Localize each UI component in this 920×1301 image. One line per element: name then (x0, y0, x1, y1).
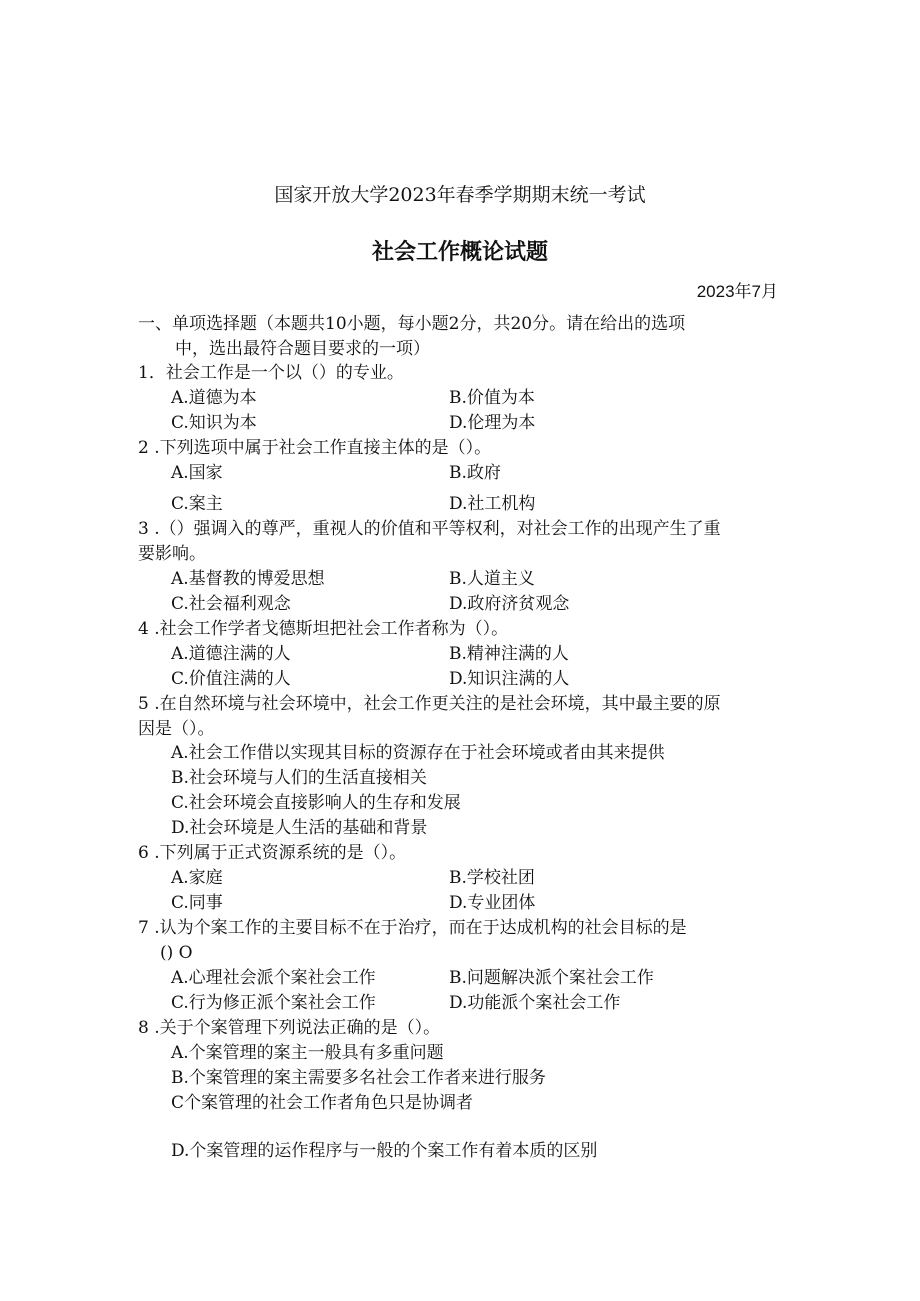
question-5-option-c: C.社会环境会直接影响人的生存和发展 (171, 793, 461, 813)
question-5-stem: 5 .在自然环境与社会环境中，社会工作更关注的是社会环境，其中最主要的原 (138, 694, 721, 714)
question-6-stem: 6 .下列属于正式资源系统的是（）。 (138, 843, 407, 863)
question-3-option-c: C.社会福利观念 (171, 594, 291, 614)
question-7-stem-cont: () O (160, 943, 193, 963)
question-2-stem: 2 .下列选项中属于社会工作直接主体的是（）。 (138, 438, 492, 458)
question-4-option-b: B.精神注满的人 (449, 644, 569, 664)
question-2-option-a: A.国家 (171, 463, 223, 483)
exam-date: 2023年7月 (696, 282, 778, 301)
section-heading-line-2: 中，选出最符合题目要求的一项） (175, 339, 430, 359)
question-2-option-c: C.案主 (171, 494, 223, 514)
question-6-option-d: D.专业团体 (449, 893, 536, 913)
question-1-option-a: A.道德为本 (171, 388, 257, 408)
question-5-option-d: D.社会环境是人生活的基础和背景 (171, 818, 428, 838)
university-header: 国家开放大学2023年春季学期期末统一考试 (274, 184, 646, 206)
question-8-option-b: B.个案管理的案主需要多名社会工作者来进行服务 (171, 1068, 546, 1088)
question-5-stem-cont: 因是（）。 (138, 719, 215, 739)
question-7-option-b: B.问题解决派个案社会工作 (449, 968, 654, 988)
question-1-option-c: C.知识为本 (171, 413, 257, 433)
question-7-option-a: A.心理社会派个案社会工作 (171, 968, 376, 988)
question-1-option-b: B.价值为本 (449, 388, 535, 408)
question-2-option-b: B.政府 (449, 463, 501, 483)
question-3-option-a: A.基督教的博爱思想 (171, 569, 325, 589)
question-6-option-b: B.学校社团 (449, 868, 535, 888)
question-8-stem: 8 .关于个案管理下列说法正确的是（）。 (138, 1018, 441, 1038)
question-5-option-a: A.社会工作借以实现其目标的资源存在于社会环境或者由其来提供 (171, 743, 665, 763)
question-5-option-b: B.社会环境与人们的生活直接相关 (171, 768, 427, 788)
question-2-option-d: D.社工机构 (449, 494, 536, 514)
question-7-stem: 7 .认为个案工作的主要目标不在于治疗，而在于达成机构的社会目标的是 (138, 918, 687, 938)
question-4-option-d: D.知识注满的人 (449, 669, 570, 689)
question-3-stem-cont: 要影响。 (138, 544, 206, 564)
question-8-option-c: C个案管理的社会工作者角色只是协调者 (171, 1093, 474, 1113)
question-1-option-d: D.伦理为本 (449, 413, 536, 433)
question-4-stem: 4 .社会工作学者戈德斯坦把社会工作者称为（）。 (138, 619, 509, 639)
question-1-stem: 1．社会工作是一个以（）的专业。 (138, 363, 404, 383)
question-7-option-d: D.功能派个案社会工作 (449, 993, 621, 1013)
question-6-option-c: C.同事 (171, 893, 223, 913)
question-4-option-c: C.价值注满的人 (171, 669, 291, 689)
question-8-option-d: D.个案管理的运作程序与一般的个案工作有着本质的区别 (171, 1141, 598, 1161)
exam-title: 社会工作概论试题 (371, 239, 548, 264)
question-6-option-a: A.家庭 (171, 868, 223, 888)
question-3-stem: 3 .（）强调入的尊严，重视人的价值和平等权利，对社会工作的出现产生了重 (138, 519, 721, 539)
question-3-option-d: D.政府济贫观念 (449, 594, 570, 614)
question-4-option-a: A.道德注满的人 (171, 644, 291, 664)
question-8-option-a: A.个案管理的案主一般具有多重问题 (171, 1043, 444, 1063)
question-3-option-b: B.人道主义 (449, 569, 535, 589)
section-heading-line-1: 一、单项选择题（本题共10小题，每小题2分，共20分。请在给出的选项 (138, 314, 686, 334)
question-7-option-c: C.行为修正派个案社会工作 (171, 993, 376, 1013)
